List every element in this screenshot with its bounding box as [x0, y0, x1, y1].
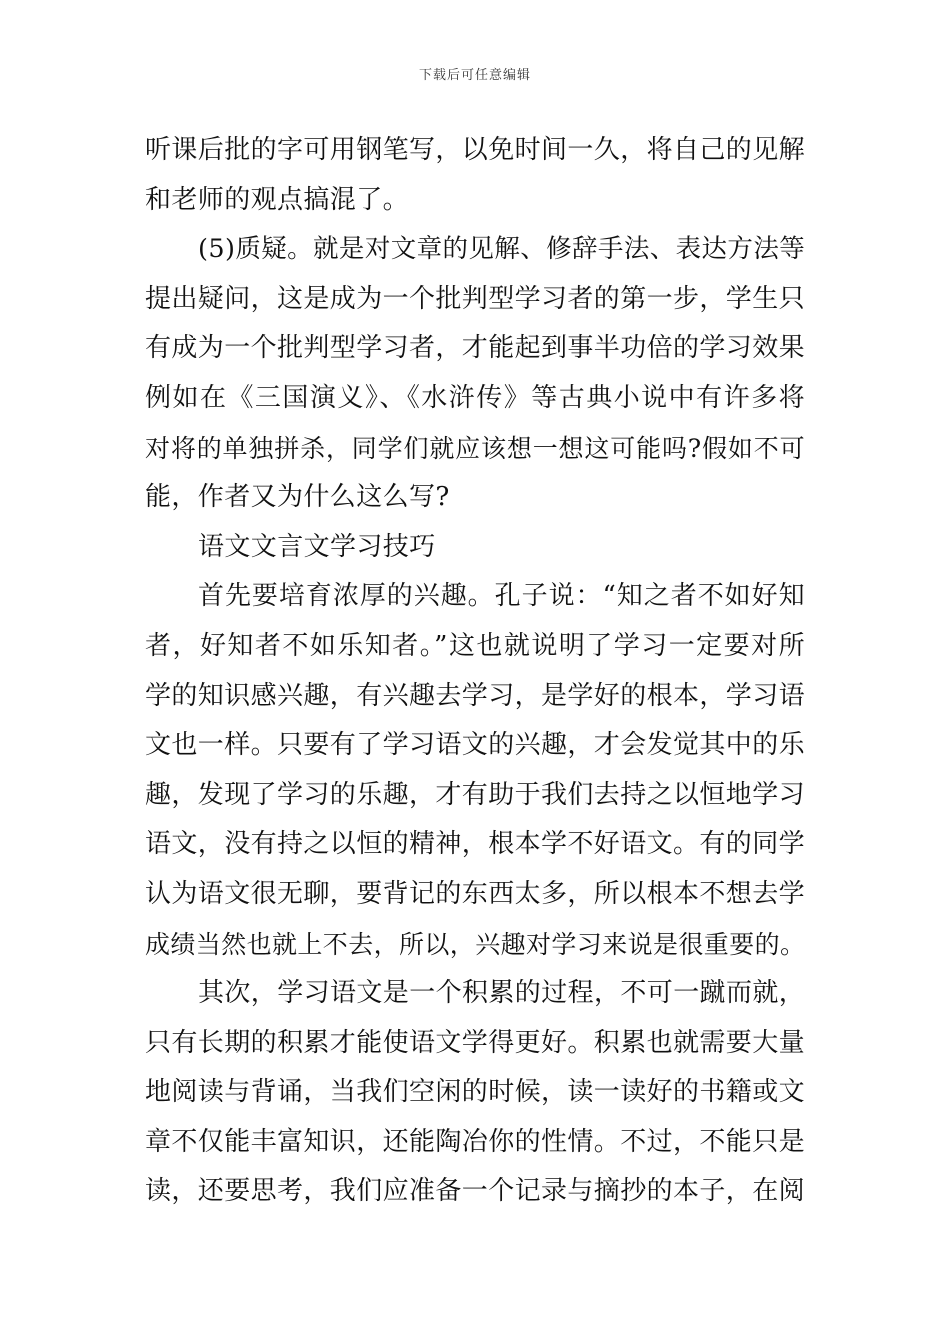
text-line: 语文文言文学习技巧	[198, 531, 436, 562]
text-line: 首先要培育浓厚的兴趣。孔子说：“知之者不如好知	[198, 581, 805, 612]
text-line: 读，还要思考，我们应准备一个记录与摘抄的本子，在阅	[145, 1176, 806, 1207]
text-line: 有成为一个批判型学习者，才能起到事半功倍的学习效果	[145, 333, 806, 364]
document-body	[145, 126, 805, 1217]
text-line: 提出疑问，这是成为一个批判型学习者的第一步，学生只	[145, 283, 806, 314]
text-line: 地阅读与背诵，当我们空闲的时候，读一读好的书籍或文	[145, 1077, 806, 1108]
text-line: 学的知识感兴趣，有兴趣去学习，是学好的根本，学习语	[145, 680, 806, 711]
text-line: 成绩当然也就上不去，所以，兴趣对学习来说是很重要的。	[145, 929, 806, 959]
page-header: 下载后可任意编辑	[418, 68, 531, 83]
text-line: 例如在《三国演义》、《水浒传》等古典小说中有许多将	[145, 382, 805, 413]
text-line: 和老师的观点搞混了。	[145, 184, 410, 215]
text-line: 听课后批的字可用钢笔写，以免时间一久，将自己的见解	[145, 135, 806, 165]
text-line: 认为语文很无聊，要背记的东西太多，所以根本不想去学	[145, 878, 806, 909]
text-line: 者，好知者不如乐知者。”这也就说明了学习一定要对所	[145, 630, 805, 661]
text-line: (5)质疑。就是对文章的见解、修辞手法、表达方法等	[198, 234, 806, 265]
text-line: 文也一样。只要有了学习语文的兴趣，才会发觉其中的乐	[145, 730, 806, 761]
text-line: 能，作者又为什么这么写?	[145, 482, 450, 513]
text-line: 对将的单独拼杀，同学们就应该想一想这可能吗?假如不可	[145, 433, 805, 463]
text-line: 其次，学习语文是一个积累的过程，不可一蹴而就，	[198, 978, 806, 1009]
text-line: 只有长期的积累才能使语文学得更好。积累也就需要大量	[145, 1027, 806, 1058]
text-line: 趣，发现了学习的乐趣，才有助于我们去持之以恒地学习	[145, 779, 806, 810]
text-line: 语文，没有持之以恒的精神，根本学不好语文。有的同学	[145, 829, 806, 860]
text-line: 章不仅能丰富知识，还能陶冶你的性情。不过，不能只是	[145, 1126, 806, 1157]
